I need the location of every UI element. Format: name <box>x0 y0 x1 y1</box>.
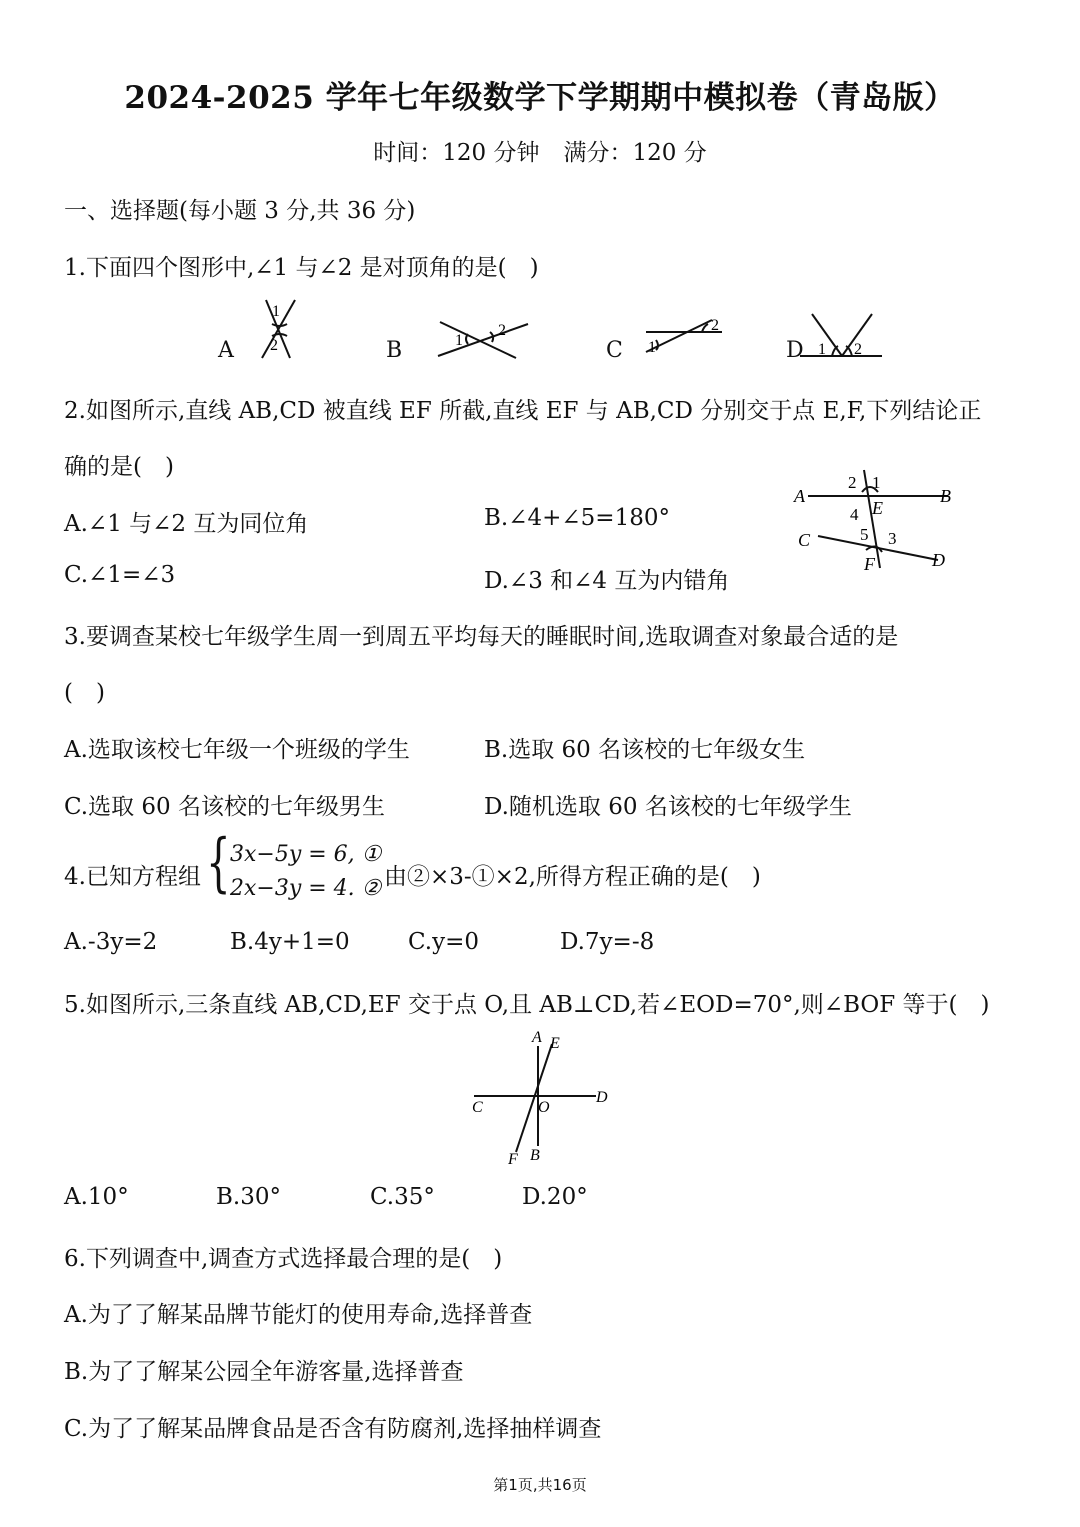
q4-suffix: 由②×3-①×2,所得方程正确的是( ) <box>384 864 761 890</box>
q5-label-b: B <box>530 1147 540 1164</box>
q1-c-label-2: 2 <box>711 317 719 334</box>
q4-option-c: C.y=0 <box>408 929 479 955</box>
exam-info <box>0 134 1080 167</box>
q1-option-d: D <box>786 338 804 363</box>
q4-option-d: D.7y=-8 <box>560 929 655 955</box>
q3-stem-line2: ( ) <box>64 680 105 706</box>
q2-label-c: C <box>798 530 811 550</box>
q5-option-d: D.20° <box>522 1184 588 1210</box>
page-footer: 第1页,共16页 <box>493 1476 587 1494</box>
q4-equation-1: 3x−5y = 6, ① <box>230 842 382 867</box>
q1-option-c: C <box>606 338 623 363</box>
q5-label-f: F <box>508 1151 518 1168</box>
q2-option-c: C.∠1=∠3 <box>64 562 176 588</box>
q4-equation-2: 2x−3y = 4. ② <box>230 876 382 901</box>
exam-time: 时间：120 分钟 <box>373 140 540 166</box>
q2-label-1: 1 <box>872 473 881 492</box>
q2-label-d: D <box>932 550 945 570</box>
q6-option-b: B.为了了解某公园全年游客量,选择普查 <box>64 1359 464 1385</box>
q2-stem-line2: 确的是( ) <box>64 454 174 480</box>
q2-stem-line1: 2.如图所示,直线 AB,CD 被直线 EF 所截,直线 EF 与 AB,CD 分别交于点 E,F,下列结论正 <box>64 398 982 424</box>
q1-option-b: B <box>386 338 403 363</box>
q3-option-a: A.选取该校七年级一个班级的学生 <box>64 737 410 763</box>
q2-option-d: D.∠3 和∠4 互为内错角 <box>484 568 730 594</box>
q5-label-o: O <box>538 1099 550 1116</box>
q1-figures <box>0 290 1080 370</box>
page-title: 2024-2025 学年七年级数学下学期期中模拟卷（青岛版） <box>124 80 956 116</box>
q4-option-b: B.4y+1=0 <box>230 929 350 955</box>
q6-option-a: A.为了了解某品牌节能灯的使用寿命,选择普查 <box>64 1302 533 1328</box>
q2-option-b: B.∠4+∠5=180° <box>484 505 670 531</box>
q1-figure-d <box>800 314 882 356</box>
q5-label-d: D <box>596 1089 608 1106</box>
q5-option-a: A.10° <box>64 1184 129 1210</box>
q4-prefix: 4.已知方程组 <box>64 864 201 890</box>
q6-option-c: C.为了了解某品牌食品是否含有防腐剂,选择抽样调查 <box>64 1416 602 1442</box>
q4-brace: { <box>206 826 231 900</box>
q2-label-e: E <box>872 498 883 518</box>
q1-stem: 1.下面四个图形中,∠1 与∠2 是对顶角的是( ) <box>64 255 539 281</box>
section-heading: 一、选择题(每小题 3 分,共 36 分) <box>64 198 416 224</box>
q1-c-label-1: 1 <box>648 339 656 356</box>
q5-stem: 5.如图所示,三条直线 AB,CD,EF 交于点 O,且 AB⊥CD,若∠EOD=70°,则∠BOF 等于( ) <box>64 992 990 1018</box>
q2-label-5: 5 <box>860 525 869 544</box>
q1-figure-b <box>438 322 528 358</box>
q2-label-f: F <box>864 554 875 574</box>
q3-stem-line1: 3.要调查某校七年级学生周一到周五平均每天的睡眠时间,选取调查对象最合适的是 <box>64 624 899 650</box>
q3-option-c: C.选取 60 名该校的七年级男生 <box>64 794 385 820</box>
q2-label-b: B <box>940 486 951 506</box>
q1-a-label-2: 2 <box>270 337 278 354</box>
q5-label-e: E <box>550 1035 560 1052</box>
q1-d-label-1: 1 <box>818 341 826 358</box>
q1-b-label-2: 2 <box>498 322 506 339</box>
q1-option-a: A <box>218 338 234 363</box>
q3-option-b: B.选取 60 名该校的七年级女生 <box>484 737 806 763</box>
q3-option-d: D.随机选取 60 名该校的七年级学生 <box>484 794 852 820</box>
q6-stem: 6.下列调查中,调查方式选择最合理的是( ) <box>64 1246 503 1272</box>
exam-score: 满分：120 分 <box>563 140 707 166</box>
q2-label-a: A <box>794 486 805 506</box>
q2-label-2: 2 <box>848 473 857 492</box>
q1-b-label-1: 1 <box>455 332 463 349</box>
q2-label-4: 4 <box>850 505 859 524</box>
q2-figure <box>780 462 970 582</box>
q2-label-3: 3 <box>888 529 897 548</box>
q2-option-a: A.∠1 与∠2 互为同位角 <box>64 511 309 537</box>
q4-option-a: A.-3y=2 <box>64 929 158 955</box>
q5-option-b: B.30° <box>216 1184 281 1210</box>
q1-d-label-2: 2 <box>854 341 862 358</box>
q5-label-c: C <box>472 1099 483 1116</box>
q5-label-a: A <box>532 1029 542 1046</box>
q5-option-c: C.35° <box>370 1184 435 1210</box>
q5-figure <box>462 1028 622 1170</box>
q1-a-label-1: 1 <box>272 303 280 320</box>
